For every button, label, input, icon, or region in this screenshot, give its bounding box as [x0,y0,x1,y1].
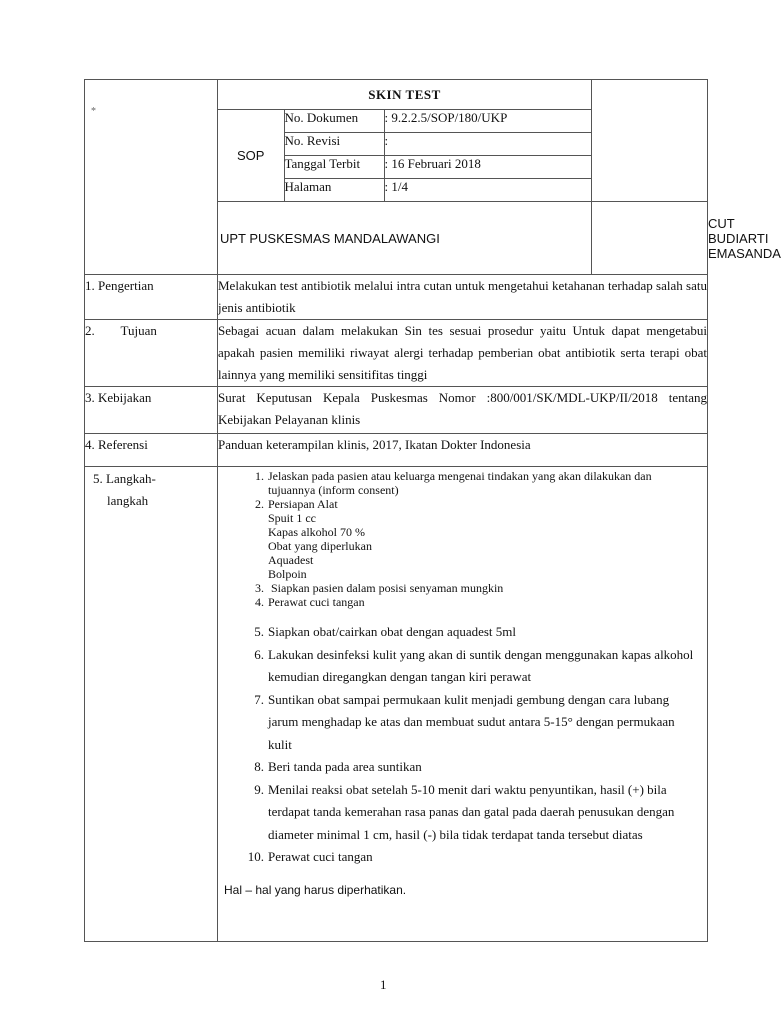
langkah-content [218,467,708,942]
section-label-kebijakan: 3. Kebijakan [85,387,218,434]
section-text-kebijakan: Surat Keputusan Kepala Puskesmas Nomor :800/001/SK/MDL-UKP/II/2018 tentang Kebijakan Pelayanan klinis [218,387,708,434]
logo-cell [85,80,218,275]
title-and-meta-cell [218,80,592,202]
list-item: 8. Beri tanda pada area suntikan [254,759,422,774]
steps-list-compact [218,469,707,609]
section-text-pengertian: Melakukan test antibiotik melalui intra cutan untuk mengetahui ketahanan terhadap salah satu jenis antibiotik [218,275,708,320]
list-item: 2. Persiapan Alat [255,497,338,511]
list-item: Spuit 1 cc [268,511,316,525]
list-item: Kapas alkohol 70 % [268,525,365,539]
list-item: Aquadest [268,553,314,567]
corner-mark: * [91,106,96,117]
list-item: 3. Siapkan pasien dalam posisi senyaman mungkin [255,581,504,595]
list-item: 1. Jelaskan pada pasien atau keluarga mengenai tindakan yang akan dilakukan dan tujuannya (inform consent) [255,469,652,497]
blank-cell [592,202,708,275]
meta-value: : 16 Februari 2018 [384,156,591,179]
list-item: 7. Suntikan obat sampai permukaan kulit menjadi gembung dengan cara lubang jarum menghadap ke atas dan membuat sudut antara 5-15° dengan permukaan kulit [254,691,675,752]
note-text: Hal – hal yang harus diperhatikan. [224,882,407,897]
sop-label: SOP [218,110,284,202]
list-item: Obat yang diperlukan [268,539,372,553]
meta-label: Halaman [284,179,384,202]
meta-label: No. Dokumen [284,110,384,133]
list-item: 5. Siapkan obat/cairkan obat dengan aquadest 5ml [254,624,517,639]
sop-table: * SKIN TEST SOP No. Dokumen : 9.2.2.5/SOP/180/UKP No. Revisi : Tanggal Terbit : 16 Februari 2018 Halaman : 1/4 UPT PUSKESMAS MANDALAWANGI CUT BUDIARTI EMASANDA 1. Pengertian Melakukan test antibiotik melalui intra cutan untuk mengetahui ketahanan terhadap salah satu jenis antibiotik 2. Tujuan Sebagai acuan dalam melakukan Sin tes sesuai prosedur yaitu Untuk dapat mengetabui apakah pasien memiliki riwayat alergi terhadap pemberian obat antibiotik serta terapi obat lainnya yang memiliki sensitifitas tinggi 3. Kebijakan Surat Keputusan Kepala Puskesmas Nomor :800/001/SK/MDL-UKP/II/2018 tentang Kebijakan Pelayanan klinis 4. Referensi Panduan keterampilan klinis, 2017, Ikatan Dokter Indonesia 5. Langkah- langkah 1. Jelaskan pada pasien atau keluarga mengenai tindakan yang akan dilakukan dan tujuannya (inform consent) 2. Persiapan Alat Spuit 1 cc Kapas alkohol 70 % Obat yang diperlukan Aquadest Bolpoin 3. Siapkan pasien dalam posisi senyaman mungkin 4. Perawat cuci tangan 5. Siapkan obat/cairkan obat dengan aquadest 5ml 6. Lakukan desinfeksi kulit yang akan di suntik dengan menggunakan kapas alkohol kemudian diregangkan dengan tangan kiri perawat 7. Suntikan obat sampai permukaan kulit menjadi gembung dengan cara lubang jarum menghadap ke atas dan membuat sudut antara 5-15° dengan permukaan kulit 8. Beri tanda pada area suntikan 9. Menilai reaksi obat setelah 5-10 menit dari waktu penyuntikan, hasil (+) bila terdapat tanda kemerahan rasa panas dan gatal pada daerah penusukan dengan diameter minimal 1 cm, hasil (-) bila tidak terdapat tanda tersebut diatas 10. Perawat cuci tangan Hal – hal yang harus diperhatikan. [84,79,708,942]
list-item: 9. Menilai reaksi obat setelah 5-10 menit dari waktu penyuntikan, hasil (+) bila terdapat tanda kemerahan rasa panas dan gatal pada daerah penusukan dengan diameter minimal 1 cm, hasil (-) bila tidak terdapat tanda tersebut diatas [254,781,675,842]
section-label-pengertian: 1. Pengertian [85,275,218,320]
meta-value: : [384,133,591,156]
document-title: SKIN TEST [368,87,441,102]
list-item: 10. Perawat cuci tangan [247,849,373,864]
steps-list [218,621,707,869]
meta-label: Tanggal Terbit [284,156,384,179]
section-label-referensi: 4. Referensi [85,434,218,467]
langkah-label-1: 5. Langkah- [93,471,156,486]
langkah-label-2: langkah [107,493,149,508]
list-item: 4. Perawat cuci tangan [255,595,365,609]
section-label-tujuan: 2. Tujuan [85,320,218,387]
list-item: 6. Lakukan desinfeksi kulit yang akan di suntik dengan menggunakan kapas alkohol kemudian diregangkan dengan tangan kiri perawat [254,646,694,684]
meta-label: No. Revisi [284,133,384,156]
top-right-cell [592,80,708,202]
meta-value: : 9.2.2.5/SOP/180/UKP [384,110,591,133]
section-label-langkah [85,467,218,942]
page-number: 1 [380,977,387,992]
section-text-tujuan: Sebagai acuan dalam melakukan Sin tes sesuai prosedur yaitu Untuk dapat mengetabui apakah pasien memiliki riwayat alergi terhadap pemberian obat antibiotik serta terapi obat lainnya yang memiliki sensitifitas tinggi [218,320,708,387]
meta-value: : 1/4 [384,179,591,202]
section-text-referensi: Panduan keterampilan klinis, 2017, Ikatan Dokter Indonesia [218,434,708,467]
list-item: Bolpoin [268,567,307,581]
org-name: UPT PUSKESMAS MANDALAWANGI [218,202,592,275]
